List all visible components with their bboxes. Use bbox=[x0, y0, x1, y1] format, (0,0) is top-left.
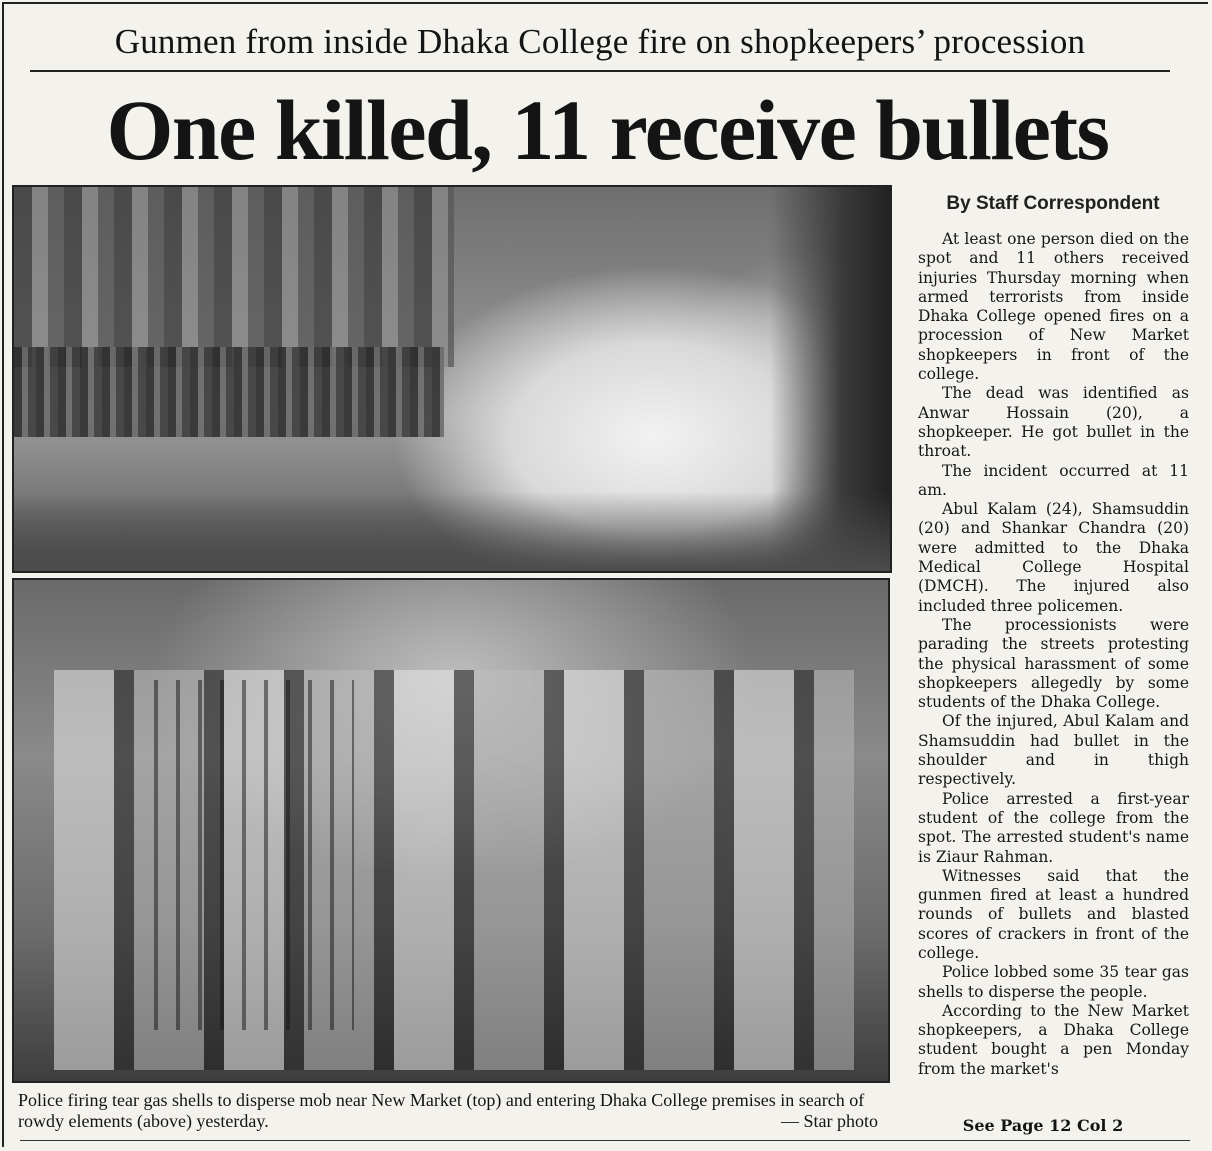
article-body bbox=[918, 230, 1189, 1079]
article-paragraph: The incident occurred at 11 am. bbox=[918, 461, 1189, 499]
kicker-headline: Gunmen from inside Dhaka College fire on shopkeepers’ procession bbox=[114, 22, 1086, 61]
photo-caption bbox=[18, 1090, 890, 1132]
article-paragraph: Police arrested a first-year student of the college from the spot. The arrested student's name is Ziaur Rahman. bbox=[918, 789, 1189, 866]
continuation-jump: See Page 12 Col 2 bbox=[962, 1116, 1124, 1135]
article-paragraph: Abul Kalam (24), Shamsuddin (20) and Shankar Chandra (20) were admitted to the Dhaka Medical College Hospital (DMCH). The injured also included three policemen. bbox=[918, 500, 1189, 615]
byline: By Staff Correspondent bbox=[946, 193, 1160, 214]
photo-buildings bbox=[14, 187, 454, 367]
caption-text: Police firing tear gas shells to disperse mob near New Market (top) and entering Dhaka College premises in search of rowdy elements (above) yesterday. bbox=[18, 1090, 865, 1131]
kicker-rule bbox=[30, 70, 1170, 72]
bottom-photo-police bbox=[12, 578, 890, 1083]
main-headline: One killed, 11 receive bullets bbox=[106, 82, 1109, 178]
article-paragraph: Police lobbed some 35 tear gas shells to disperse the people. bbox=[918, 963, 1189, 1001]
article-paragraph: Witnesses said that the gunmen fired at least a hundred rounds of bullets and blasted scores of crackers in front of the college. bbox=[918, 866, 1189, 962]
article-paragraph: According to the New Market shopkeepers, a Dhaka College student bought a pen Monday from the market's bbox=[918, 1001, 1189, 1078]
article-paragraph: The dead was identified as Anwar Hossain (20), a shopkeeper. He got bullet in the throat. bbox=[918, 384, 1189, 461]
article-paragraph: At least one person died on the spot and 11 others received injuries Thursday morning when armed terrorists from inside Dhaka College opened fires on a procession of New Market shopkeepers in front of the college. bbox=[918, 230, 1189, 384]
photo-street bbox=[14, 491, 890, 571]
bottom-rule bbox=[20, 1140, 1190, 1141]
top-photo-tear-gas bbox=[12, 185, 892, 573]
photo-gate bbox=[154, 680, 354, 1030]
photo-crowd bbox=[14, 347, 444, 437]
photo-credit: — Star photo bbox=[781, 1111, 878, 1131]
article-paragraph: Of the injured, Abul Kalam and Shamsuddin had bullet in the shoulder and in thigh respectively. bbox=[918, 712, 1189, 789]
article-paragraph: The processionists were parading the streets protesting the physical harassment of some shopkeepers allegedly by some students of the Dhaka College. bbox=[918, 615, 1189, 712]
